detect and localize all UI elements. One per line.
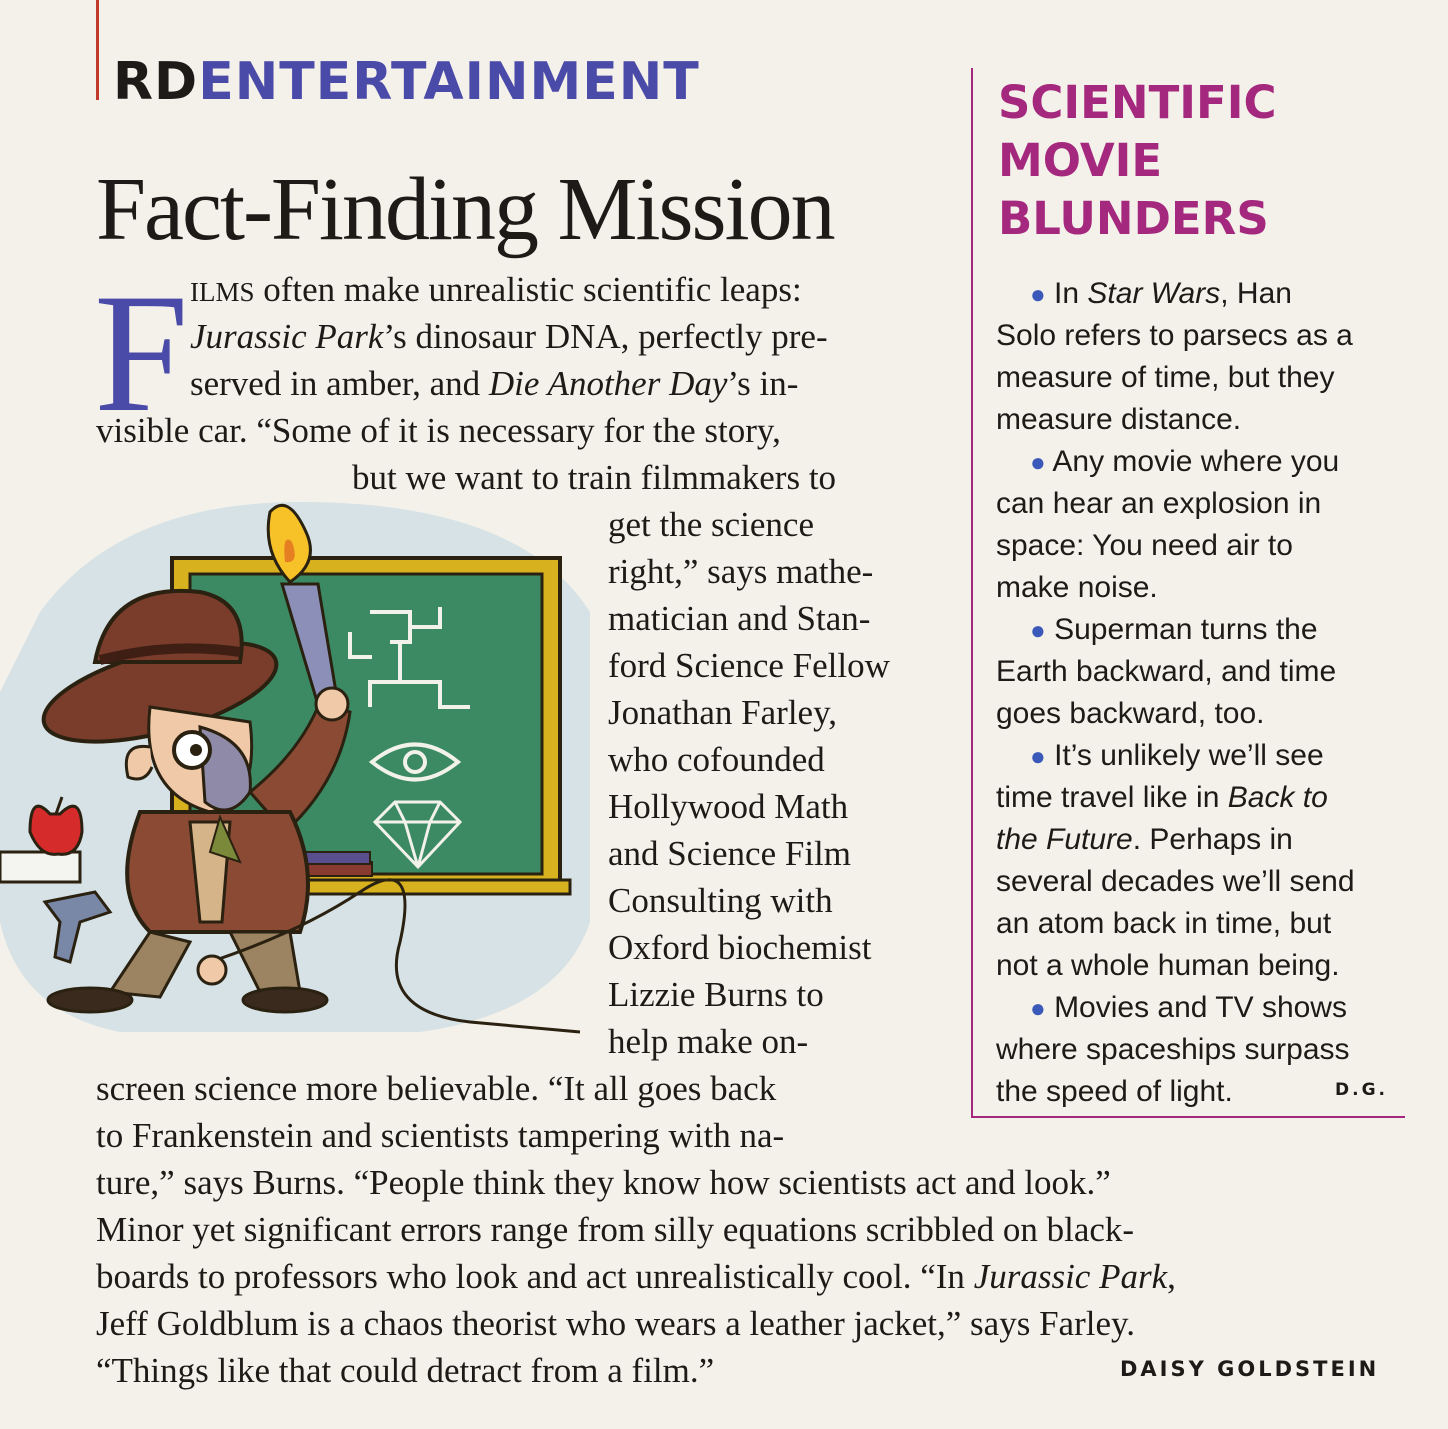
article-line-15: Oxford biochemist: [608, 928, 872, 967]
drop-cap: F: [94, 259, 189, 447]
blunder-3-line-2: Earth backward, and time: [996, 655, 1337, 688]
blunder-5-line-1: [1030, 991, 1347, 1025]
article-line-24: “Things like that could detract from a film.”: [96, 1351, 715, 1390]
section-rd: RD: [113, 52, 199, 112]
article-line-20: ture,” says Burns. “People think they know how scientists act and look.”: [96, 1163, 1111, 1202]
line-text: Movies and TV shows: [1054, 991, 1347, 1024]
sidebar-title-line-3: BLUNDERS: [998, 192, 1269, 245]
section-header: [113, 52, 700, 112]
blunder-2-line-3: space: You need air to: [996, 529, 1293, 562]
line-text: It’s unlikely we’ll see: [1054, 739, 1324, 772]
article-line-4: visible car. “Some of it is necessary for the story,: [96, 411, 781, 450]
blunder-2-line-1: [1030, 445, 1339, 479]
film-title-star-wars: Star Wars: [1087, 277, 1221, 310]
section-name: ENTERTAINMENT: [198, 52, 700, 112]
article-line-17: help make on-: [608, 1022, 809, 1061]
sidebar-rule-horizontal: [971, 1116, 1405, 1118]
blunder-1-line-4: measure distance.: [996, 403, 1242, 436]
blunder-4-line-5: an atom back in time, but: [996, 907, 1332, 940]
blunder-1-line-1: ● In Star Wars, Han: [1030, 277, 1292, 310]
blunder-3-line-3: goes backward, too.: [996, 697, 1265, 730]
film-title-back-to-the-future-2: the Future: [996, 823, 1133, 856]
film-title-die-another-day: Die Another Day: [488, 364, 728, 403]
sidebar-rule-vertical: [971, 68, 973, 1118]
article-line-2: Jurassic Park’s dinosaur DNA, perfectly pre-: [190, 317, 828, 356]
sidebar-byline: D.G.: [1335, 1080, 1388, 1100]
article-byline: DAISY GOLDSTEIN: [1120, 1357, 1380, 1381]
bullet-icon: ●: [1030, 279, 1046, 309]
bullet-icon: ●: [1030, 993, 1046, 1023]
small-caps-word: ILMS: [190, 277, 255, 307]
blunder-5-line-2: where spaceships surpass: [996, 1033, 1350, 1066]
article-line-12: Hollywood Math: [608, 787, 849, 826]
blunder-2-line-4: make noise.: [996, 571, 1158, 604]
article-line-16: Lizzie Burns to: [608, 975, 824, 1014]
sidebar-title-line-2: MOVIE: [998, 134, 1163, 187]
article-line-1: [190, 270, 802, 310]
article-line-11: who cofounded: [608, 740, 825, 779]
bullet-icon: ●: [1030, 741, 1046, 771]
line-text: Any movie where you: [1052, 445, 1340, 478]
blunder-4-line-6: not a whole human being.: [996, 949, 1340, 982]
bullet-icon: ●: [1030, 447, 1046, 477]
article-line-18: screen science more believable. “It all goes back: [96, 1069, 777, 1108]
article-line-10: Jonathan Farley,: [608, 693, 838, 732]
article-line-19: to Frankenstein and scientists tampering with na-: [96, 1116, 785, 1155]
line-text: Superman turns the: [1054, 613, 1318, 646]
sidebar-title-line-1: SCIENTIFIC: [998, 76, 1277, 129]
section-rule: [96, 0, 99, 100]
blunder-1-line-2: Solo refers to parsecs as a: [996, 319, 1353, 352]
article-line-13: and Science Film: [608, 834, 852, 873]
blunder-3-line-1: [1030, 613, 1318, 647]
article-line-8: matician and Stan-: [608, 599, 871, 638]
film-title-jurassic-park-2: Jurassic Park: [973, 1257, 1168, 1296]
article-line-22: boards to professors who look and act unrealistically cool. “In Jurassic Park,: [96, 1257, 1176, 1296]
article-line-23: Jeff Goldblum is a chaos theorist who wears a leather jacket,” says Farley.: [96, 1304, 1135, 1343]
article-line-3: served in amber, and Die Another Day’s in-: [190, 364, 799, 403]
explorer-illustration: [0, 492, 600, 1052]
blunder-4-line-2: time travel like in Back to: [996, 781, 1328, 814]
line-text: often make unrealistic scientific leaps:: [254, 270, 802, 309]
blunder-4-line-1: [1030, 739, 1324, 773]
blunder-1-line-3: measure of time, but they: [996, 361, 1335, 394]
headline: Fact-Finding Mission: [96, 160, 834, 259]
film-title-back-to-the-future: Back to: [1227, 781, 1328, 814]
article-line-7: right,” says mathe-: [608, 552, 874, 591]
blunder-4-line-4: several decades we’ll send: [996, 865, 1355, 898]
film-title-jurassic-park: Jurassic Park: [190, 317, 384, 356]
bullet-icon: ●: [1030, 615, 1046, 645]
blunder-5-line-3: the speed of light.: [996, 1075, 1233, 1108]
article-line-21: Minor yet significant errors range from silly equations scribbled on black-: [96, 1210, 1135, 1249]
article-line-6: get the science: [608, 505, 815, 544]
article-line-5: but we want to train filmmakers to: [352, 458, 837, 497]
blunder-2-line-2: can hear an explosion in: [996, 487, 1322, 520]
blunder-4-line-3: the Future. Perhaps in: [996, 823, 1293, 856]
article-line-14: Consulting with: [608, 881, 833, 920]
article-line-9: ford Science Fellow: [608, 646, 890, 685]
